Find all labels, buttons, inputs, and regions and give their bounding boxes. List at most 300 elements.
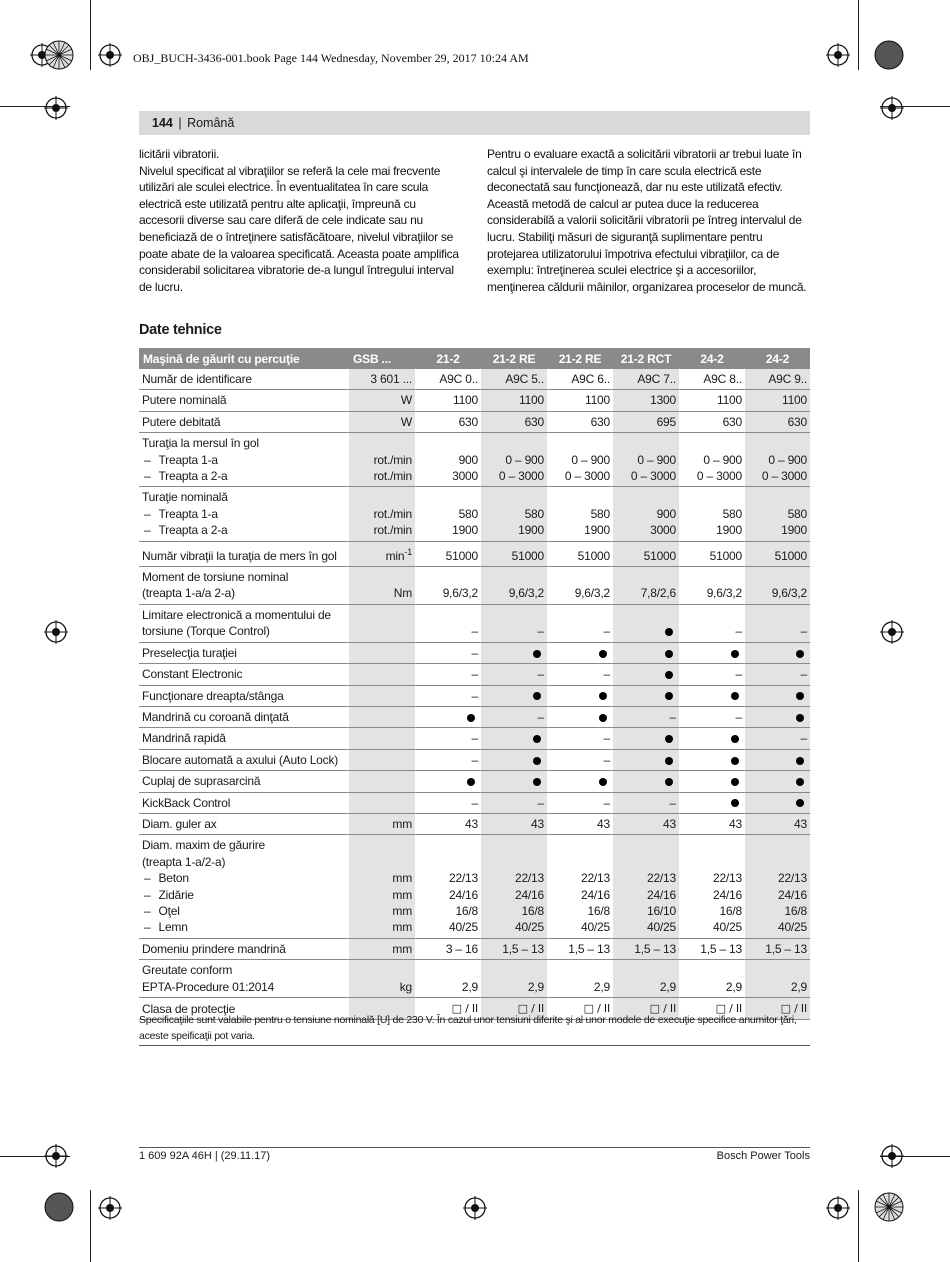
sub-row-dash: –	[144, 887, 151, 902]
value-cell	[613, 835, 679, 938]
sub-row-text: Treapta 1-a	[158, 452, 218, 467]
table-row	[139, 792, 810, 813]
value-text: A9C 0..	[439, 372, 478, 386]
page-header	[139, 111, 810, 135]
row-label-line: Număr vibraţii la turaţia de mers în gol	[142, 548, 337, 563]
color-target-icon	[44, 1192, 74, 1222]
value-cell	[679, 541, 745, 566]
value-text: 1,5 – 13	[568, 941, 610, 956]
value-cell	[415, 771, 481, 792]
unit-text: 3 601 ...	[370, 372, 412, 386]
table-row	[139, 685, 810, 706]
bullet-icon	[731, 799, 739, 807]
row-unit	[349, 541, 415, 566]
value-line: 40/25	[580, 920, 610, 935]
value-cell	[481, 487, 547, 541]
row-label	[139, 642, 349, 663]
header-separator: |	[178, 116, 182, 130]
row-unit	[349, 369, 415, 390]
value-line: 40/25	[514, 920, 544, 935]
value-cell	[547, 960, 613, 998]
table-row	[139, 771, 810, 792]
value-cell	[481, 706, 547, 727]
sub-row-text: Zidărie	[158, 887, 194, 902]
value-cell	[613, 792, 679, 813]
table-row	[139, 642, 810, 663]
value-cell	[481, 792, 547, 813]
row-label	[139, 664, 349, 685]
value-cell	[547, 792, 613, 813]
value-cell	[613, 567, 679, 605]
value-line: 1900	[584, 523, 610, 538]
value-cell	[679, 749, 745, 770]
value-text: 43	[729, 816, 742, 831]
value-text: 2,9	[725, 979, 742, 994]
section-title: Date tehnice	[139, 322, 222, 338]
unit-text: W	[400, 393, 412, 408]
value-line: 40/25	[448, 920, 478, 935]
value-cell	[613, 813, 679, 834]
registration-mark-icon	[44, 1144, 68, 1168]
value-cell	[613, 960, 679, 998]
row-label-line: Preselecţia turaţiei	[142, 645, 237, 660]
row-label-line: EPTA-Procedure 01:2014	[142, 979, 275, 994]
row-unit	[349, 960, 415, 998]
sub-row-label	[142, 468, 346, 484]
row-label-line: Putere nominală	[142, 393, 227, 408]
value-cell	[745, 369, 810, 390]
value-text: –	[471, 752, 478, 767]
value-cell	[613, 411, 679, 432]
registration-mark-icon	[880, 1144, 904, 1168]
value-text: –	[471, 795, 478, 810]
row-unit	[349, 604, 415, 642]
value-cell	[613, 728, 679, 749]
bullet-icon	[796, 650, 804, 658]
value-text: –	[603, 731, 610, 746]
value-cell	[679, 369, 745, 390]
row-label-line: Constant Electronic	[142, 667, 243, 682]
registration-mark-icon	[463, 1196, 487, 1220]
value-text: 1,5 – 13	[700, 941, 742, 956]
unit-text: mm	[392, 941, 412, 956]
value-cell	[547, 369, 613, 390]
value-text: –	[537, 667, 544, 682]
value-cell	[745, 685, 810, 706]
value-cell	[547, 433, 613, 487]
value-cell	[679, 487, 745, 541]
value-line: 24/16	[646, 887, 676, 902]
value-cell	[481, 835, 547, 938]
bullet-icon	[533, 778, 541, 786]
value-cell	[415, 411, 481, 432]
bullet-icon	[599, 778, 607, 786]
value-text: –	[800, 667, 807, 682]
value-line: 580	[787, 506, 807, 521]
value-line: 22/13	[448, 871, 478, 886]
value-text: –	[537, 624, 544, 639]
value-cell	[745, 771, 810, 792]
value-line: 22/13	[646, 871, 676, 886]
row-label	[139, 411, 349, 432]
bullet-icon	[599, 714, 607, 722]
value-cell	[547, 706, 613, 727]
table-row	[139, 960, 810, 998]
column-header: 21-2	[415, 348, 481, 369]
bullet-icon	[665, 735, 673, 743]
value-cell	[415, 642, 481, 663]
row-unit	[349, 706, 415, 727]
unit-line: rot./min	[373, 469, 412, 484]
value-text: –	[800, 731, 807, 746]
row-label-line: Număr de identificare	[142, 372, 252, 386]
paragraph: Pentru o evaluare exactă a solicitării vibratorii ar trebui luate în calcul şi intervalele de timp în care scula electrică este deconectată sau funcţionează, dar nu este utilizată efectiv. Această metodă de calcul ar putea duce la reducerea considerabilă a valorii solicitării vibratorii pe întreg intervalul de lucru. Stabiliţi măsuri de siguranţă suplimentare pentru protejarea utilizatorului împotriva efectului vibraţiilor, ca de exemplu: întreţinerea sculei electrice şi a accesoriilor, menţinerea căldurii mâinilor, organizarea proceselor de muncă.	[487, 147, 807, 294]
table-row	[139, 706, 810, 727]
value-cell	[547, 728, 613, 749]
registration-mark-icon	[826, 1196, 850, 1220]
value-text: 1,5 – 13	[502, 941, 544, 956]
value-text: 2,9	[790, 979, 807, 994]
value-text: 7,8/2,6	[640, 586, 676, 601]
value-cell	[745, 541, 810, 566]
row-unit	[349, 411, 415, 432]
unit-exponent: -1	[404, 546, 412, 557]
value-text: 1,5 – 13	[765, 941, 807, 956]
value-cell	[613, 642, 679, 663]
value-cell	[613, 749, 679, 770]
value-cell	[481, 771, 547, 792]
table-row	[139, 664, 810, 685]
sub-row-label	[142, 506, 346, 522]
bullet-icon	[796, 757, 804, 765]
value-cell	[547, 938, 613, 959]
column-header: GSB ...	[349, 348, 415, 369]
value-text: –	[471, 731, 478, 746]
crop-mark-line	[858, 0, 859, 70]
value-text: 2,9	[527, 979, 544, 994]
unit-text: min	[385, 548, 405, 563]
value-cell	[547, 604, 613, 642]
value-cell	[745, 664, 810, 685]
value-text: –	[471, 645, 478, 660]
table-row	[139, 433, 810, 487]
crop-mark-line	[90, 1190, 91, 1262]
value-line: 16/10	[646, 903, 676, 918]
row-label-line: Blocare automată a axului (Auto Lock)	[142, 752, 339, 767]
value-line: 0 – 3000	[498, 469, 544, 484]
row-label	[139, 567, 349, 605]
value-cell	[415, 369, 481, 390]
value-line: 16/8	[455, 903, 478, 918]
bullet-icon	[533, 692, 541, 700]
row-label-line: Limitare electronică a momentului de	[142, 607, 331, 622]
star-target-icon	[874, 1192, 904, 1222]
value-cell	[613, 706, 679, 727]
value-line: 16/8	[784, 903, 807, 918]
bullet-icon	[731, 650, 739, 658]
value-line: 580	[524, 506, 544, 521]
value-cell	[547, 541, 613, 566]
sub-row-dash: –	[144, 903, 151, 918]
row-label	[139, 487, 349, 541]
row-label	[139, 433, 349, 487]
value-cell	[415, 487, 481, 541]
sub-row-text: Oţel	[158, 903, 180, 918]
value-line: 0 – 3000	[564, 469, 610, 484]
value-cell	[415, 960, 481, 998]
value-line: 24/16	[514, 887, 544, 902]
value-cell	[481, 390, 547, 411]
registration-mark-icon	[98, 1196, 122, 1220]
sub-row-text: Treapta a 2-a	[158, 523, 228, 538]
row-label-line: (treapta 1-a/2-a)	[142, 854, 226, 869]
footer-doc-code: 1 609 92A 46H | (29.11.17)	[139, 1150, 271, 1162]
value-line: 1900	[781, 523, 807, 538]
value-cell	[679, 433, 745, 487]
row-label-line: Clasa de protecţie	[142, 1002, 236, 1016]
value-text: □ / II	[583, 1002, 610, 1015]
value-cell	[745, 433, 810, 487]
value-cell	[415, 749, 481, 770]
value-cell	[679, 411, 745, 432]
value-text: 630	[524, 414, 544, 429]
value-cell	[679, 771, 745, 792]
value-text: –	[603, 795, 610, 810]
value-cell	[679, 567, 745, 605]
sub-row-dash: –	[144, 871, 151, 886]
bullet-icon	[796, 714, 804, 722]
row-label-line: Putere debitată	[142, 414, 221, 429]
value-cell	[481, 813, 547, 834]
value-cell	[613, 487, 679, 541]
value-cell	[613, 390, 679, 411]
value-cell	[481, 433, 547, 487]
column-header: 24-2	[745, 348, 810, 369]
bullet-icon	[796, 799, 804, 807]
bullet-icon	[665, 671, 673, 679]
paragraph: Nivelul specificat al vibraţiilor se referă la cele mai frecvente utilizări ale sculei electrice. În eventualitatea în care scula electrică este utilizată pentru alte aplicaţii, împreună cu accesorii diverse sau care diferă de cele indicate sau nu beneficiază de o întreţinere satisfăcătoare, nivelul vibraţiilor se poate abate de la valoarea specificată. Aceasta poate amplifica considerabil solicitarea vibratorie de-a lungul întregului interval de lucru.	[139, 163, 459, 294]
column-header: 21-2 RE	[547, 348, 613, 369]
sub-row-text: Lemn	[158, 920, 188, 935]
value-line: 1900	[452, 523, 478, 538]
value-text: 43	[663, 816, 676, 831]
bullet-icon	[731, 757, 739, 765]
value-text: 51000	[709, 548, 742, 563]
value-cell	[547, 642, 613, 663]
value-cell	[415, 813, 481, 834]
value-cell	[415, 835, 481, 938]
value-cell	[745, 567, 810, 605]
table-footnote: Specificaţiile sunt valabile pentru o tensiune nominală [U] de 230 V. În cazul unor tensiuni diferite şi al unor modele de execuţie specifice anumitor ţări, aceste speificaţii pot varia.	[139, 1014, 797, 1042]
table-row	[139, 567, 810, 605]
value-cell	[613, 369, 679, 390]
bullet-icon	[731, 735, 739, 743]
value-text: 630	[458, 414, 478, 429]
row-label-line: Moment de torsiune nominal	[142, 570, 289, 585]
table-row	[139, 938, 810, 959]
registration-mark-icon	[44, 96, 68, 120]
value-cell	[481, 604, 547, 642]
value-text: –	[735, 624, 742, 639]
row-label	[139, 728, 349, 749]
value-text: □ / II	[517, 1002, 544, 1015]
value-cell	[481, 567, 547, 605]
bullet-icon	[731, 778, 739, 786]
table-row	[139, 369, 810, 390]
value-text: □ / II	[451, 1002, 478, 1015]
row-label	[139, 813, 349, 834]
value-cell	[679, 792, 745, 813]
value-cell	[613, 938, 679, 959]
row-label	[139, 706, 349, 727]
value-line: 580	[722, 506, 742, 521]
value-line: 580	[458, 506, 478, 521]
row-unit	[349, 390, 415, 411]
star-target-icon	[44, 40, 74, 70]
value-text: 630	[787, 414, 807, 429]
value-text: 51000	[445, 548, 478, 563]
row-label-line: Mandrină rapidă	[142, 731, 226, 746]
value-cell	[679, 813, 745, 834]
value-cell	[745, 792, 810, 813]
unit-line: rot./min	[373, 452, 412, 467]
value-cell	[613, 685, 679, 706]
value-cell	[481, 541, 547, 566]
value-cell	[547, 390, 613, 411]
value-cell	[481, 369, 547, 390]
sub-row-label	[142, 887, 346, 903]
value-cell	[745, 390, 810, 411]
value-text: 1100	[584, 393, 610, 408]
value-cell	[547, 685, 613, 706]
row-label-line: Funcţionare dreapta/stânga	[142, 688, 284, 703]
value-text: –	[800, 624, 807, 639]
value-cell	[415, 567, 481, 605]
bullet-icon	[796, 778, 804, 786]
value-cell	[547, 567, 613, 605]
unit-line: rot./min	[373, 523, 412, 538]
sub-row-text: Treapta a 2-a	[158, 469, 228, 484]
value-text: –	[735, 667, 742, 682]
value-text: 9,6/3,2	[771, 586, 807, 601]
unit-line: mm	[392, 920, 412, 935]
value-text: –	[603, 752, 610, 767]
row-unit	[349, 835, 415, 938]
row-label	[139, 390, 349, 411]
value-line: 40/25	[712, 920, 742, 935]
value-text: –	[735, 709, 742, 724]
value-cell	[415, 433, 481, 487]
value-text: 9,6/3,2	[442, 586, 478, 601]
value-text: 3 – 16	[445, 941, 478, 956]
value-line: 24/16	[712, 887, 742, 902]
value-cell	[613, 771, 679, 792]
value-cell	[481, 664, 547, 685]
value-line: 24/16	[448, 887, 478, 902]
value-cell	[415, 604, 481, 642]
value-cell	[679, 664, 745, 685]
value-text: 695	[656, 414, 676, 429]
value-cell	[679, 685, 745, 706]
value-text: A9C 7..	[637, 372, 676, 386]
row-unit	[349, 642, 415, 663]
value-cell	[415, 938, 481, 959]
row-unit	[349, 487, 415, 541]
unit-text: W	[400, 414, 412, 429]
row-label	[139, 685, 349, 706]
table-row	[139, 541, 810, 566]
row-label-line: Diam. maxim de găurire	[142, 838, 265, 853]
value-line: 0 – 900	[637, 452, 676, 467]
page-number: 144	[152, 116, 173, 130]
value-cell	[481, 749, 547, 770]
row-label-line: Mandrină cu coroană dinţată	[142, 709, 289, 724]
sub-row-dash: –	[144, 920, 151, 935]
value-text: 1100	[716, 393, 742, 408]
table-row	[139, 411, 810, 432]
value-text: –	[471, 688, 478, 703]
value-line: 0 – 3000	[761, 469, 807, 484]
registration-mark-icon	[880, 620, 904, 644]
value-line: 0 – 900	[571, 452, 610, 467]
row-label-line: torsiune (Torque Control)	[142, 624, 270, 639]
value-text: –	[471, 667, 478, 682]
value-text: 51000	[774, 548, 807, 563]
sub-row-dash: –	[144, 523, 151, 538]
value-cell	[547, 411, 613, 432]
value-text: 43	[531, 816, 544, 831]
registration-mark-icon	[98, 43, 122, 67]
row-label	[139, 771, 349, 792]
sub-row-label	[142, 903, 346, 919]
value-cell	[745, 728, 810, 749]
value-cell	[745, 960, 810, 998]
row-label-line: KickBack Control	[142, 795, 231, 810]
table-row	[139, 487, 810, 541]
value-line: 1900	[518, 523, 544, 538]
row-label-line: Turaţie nominală	[142, 490, 228, 505]
value-text: 1,5 – 13	[634, 941, 676, 956]
row-label	[139, 604, 349, 642]
value-text: 51000	[511, 548, 544, 563]
value-cell	[679, 604, 745, 642]
value-cell	[745, 604, 810, 642]
value-text: 43	[794, 816, 807, 831]
value-text: 2,9	[593, 979, 610, 994]
bullet-icon	[533, 650, 541, 658]
footer-brand: Bosch Power Tools	[716, 1150, 810, 1162]
value-cell	[547, 771, 613, 792]
value-text: □ / II	[649, 1002, 676, 1015]
row-unit	[349, 749, 415, 770]
value-line: 24/16	[580, 887, 610, 902]
row-label	[139, 938, 349, 959]
value-text: –	[669, 709, 676, 724]
value-line: 16/8	[719, 903, 742, 918]
row-label	[139, 541, 349, 566]
bullet-icon	[796, 692, 804, 700]
value-cell	[679, 728, 745, 749]
value-cell	[679, 960, 745, 998]
row-unit	[349, 771, 415, 792]
row-unit	[349, 792, 415, 813]
sub-row-dash: –	[144, 506, 151, 521]
crop-mark-line	[858, 1190, 859, 1262]
unit-text: Nm	[393, 586, 412, 601]
value-line: 22/13	[777, 871, 807, 886]
row-unit	[349, 813, 415, 834]
value-text: 9,6/3,2	[508, 586, 544, 601]
